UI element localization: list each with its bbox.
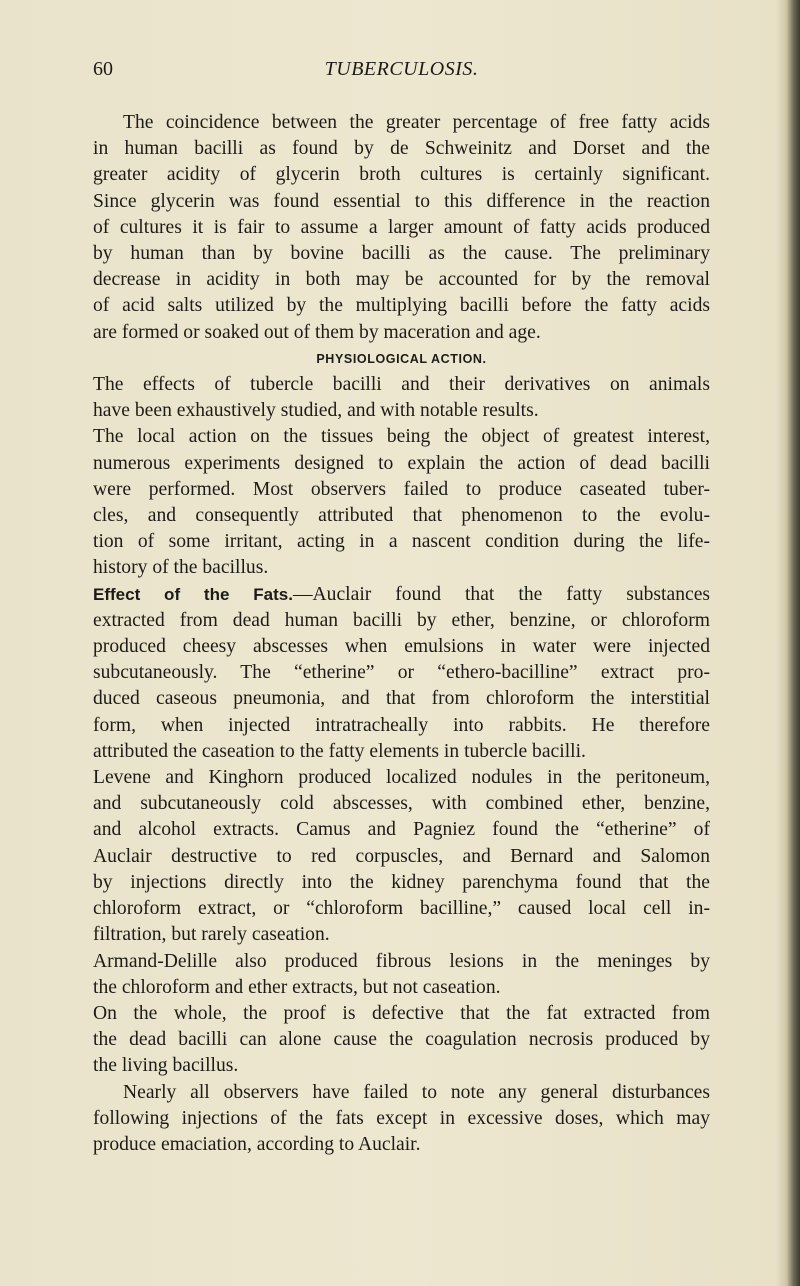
text-line — [93, 1106, 710, 1132]
line-text: the dead bacilli can alone cause the coagulation necrosis produced by — [93, 1029, 710, 1051]
line-text: duced caseous pneumonia, and that from chloroform the interstitial — [93, 688, 710, 710]
text-line — [93, 713, 710, 739]
line-text: Since glycerin was found essential to this difference in the reaction — [93, 190, 710, 212]
line-text: the living bacillus. — [93, 1055, 239, 1077]
line-text: cles, and consequently attributed that phenomenon to the evolu- — [93, 505, 710, 527]
text-line — [93, 398, 710, 424]
line-text: the chloroform and ether extracts, but not caseation. — [93, 976, 501, 998]
line-text: numerous experiments designed to explain the action of dead bacilli — [93, 452, 710, 474]
line-text: were performed. Most observers failed to produce caseated tuber- — [93, 478, 710, 500]
text-line — [93, 136, 710, 162]
text-line — [93, 791, 710, 817]
text-line — [93, 949, 710, 975]
text-line — [93, 870, 710, 896]
line-text: and alcohol extracts. Camus and Pagniez found the “etherine” of — [93, 819, 710, 841]
page-header — [93, 58, 710, 86]
line-text: The effects of tubercle bacilli and their derivatives on animals — [93, 374, 710, 396]
text-line — [93, 267, 710, 293]
line-text: subcutaneously. The “etherine” or “ethero-bacilline” extract pro- — [93, 662, 710, 684]
text-line — [93, 372, 710, 398]
text-line — [93, 189, 710, 215]
text-line — [93, 110, 710, 136]
text-line — [93, 529, 710, 555]
text-line — [93, 765, 710, 791]
text-line — [93, 555, 710, 581]
line-text: Auclair destructive to red corpuscles, and Bernard and Salomon — [93, 845, 710, 867]
text-line — [93, 162, 710, 188]
line-text: attributed the caseation to the fatty elements in tubercle bacilli. — [93, 740, 586, 762]
run-in-heading: Effect of the Fats. — [93, 584, 293, 604]
text-line — [93, 1080, 710, 1106]
text-line — [93, 1053, 710, 1079]
text-line — [93, 424, 710, 450]
text-line — [93, 320, 710, 346]
line-text: and subcutaneously cold abscesses, with combined ether, benzine, — [93, 793, 710, 815]
text-line — [93, 975, 710, 1001]
text-line — [93, 1001, 710, 1027]
line-text: Levene and Kinghorn produced localized nodules in the peritoneum, — [93, 767, 710, 789]
line-text: tion of some irritant, acting in a nascent condition during the life- — [93, 531, 710, 553]
line-text: —Auclair found that the fatty substances — [292, 583, 711, 605]
page-body — [93, 110, 710, 1158]
line-text: filtration, but rarely caseation. — [93, 924, 330, 946]
text-line — [93, 922, 710, 948]
text-line — [93, 634, 710, 660]
text-line — [93, 503, 710, 529]
line-text: produced cheesy abscesses when emulsions in water were injected — [93, 636, 710, 658]
text-line — [93, 608, 710, 634]
line-text: decrease in acidity in both may be accounted for by the removal — [93, 269, 710, 291]
text-line — [93, 477, 710, 503]
text-line — [93, 582, 710, 608]
line-text: The coincidence between the greater percentage of free fatty acids — [123, 112, 710, 133]
line-text: by human than by bovine bacilli as the cause. The preliminary — [93, 243, 710, 265]
page-number: 60 — [93, 58, 113, 80]
line-text: greater acidity of glycerin broth cultures is certainly significant. — [93, 164, 710, 186]
text-line — [93, 739, 710, 765]
line-text: extracted from dead human bacilli by ether, benzine, or chloroform — [93, 609, 710, 631]
line-text: are formed or soaked out of them by maceration and age. — [93, 321, 541, 343]
line-text: Armand-Delille also produced fibrous lesions in the meninges by — [93, 950, 710, 972]
line-text: produce emaciation, according to Auclair. — [93, 1133, 421, 1155]
line-text: by injections directly into the kidney parenchyma found that the — [93, 871, 710, 893]
text-line — [93, 896, 710, 922]
text-line — [93, 451, 710, 477]
line-text: following injections of the fats except in excessive doses, which may — [93, 1107, 710, 1129]
line-text: of cultures it is fair to assume a larger amount of fatty acids produced — [93, 216, 710, 238]
text-line — [93, 241, 710, 267]
line-text: history of the bacillus. — [93, 557, 269, 579]
line-text: in human bacilli as found by de Schweinitz and Dorset and the — [93, 138, 710, 160]
line-text: of acid salts utilized by the multiplying bacilli before the fatty acids — [93, 295, 710, 317]
line-text: The local action on the tissues being the object of greatest interest, — [93, 426, 710, 448]
text-line — [93, 686, 710, 712]
line-text: form, when injected intratracheally into rabbits. He therefore — [93, 714, 710, 736]
text-line — [93, 817, 710, 843]
text-line — [93, 844, 710, 870]
line-text: On the whole, the proof is defective that the fat extracted from — [93, 1002, 710, 1024]
text-line — [93, 1027, 710, 1053]
line-text: Nearly all observers have failed to note any general disturbances — [123, 1081, 710, 1103]
section-heading: PHYSIOLOGICAL ACTION. — [316, 351, 487, 366]
text-line — [93, 293, 710, 319]
text-line — [93, 660, 710, 686]
text-line — [93, 1132, 710, 1158]
line-text: chloroform extract, or “chloroform bacilline,” caused local cell in- — [93, 898, 710, 920]
line-text: have been exhaustively studied, and with notable results. — [93, 400, 539, 422]
running-title: TUBERCULOSIS. — [324, 58, 479, 80]
text-line — [93, 215, 710, 241]
